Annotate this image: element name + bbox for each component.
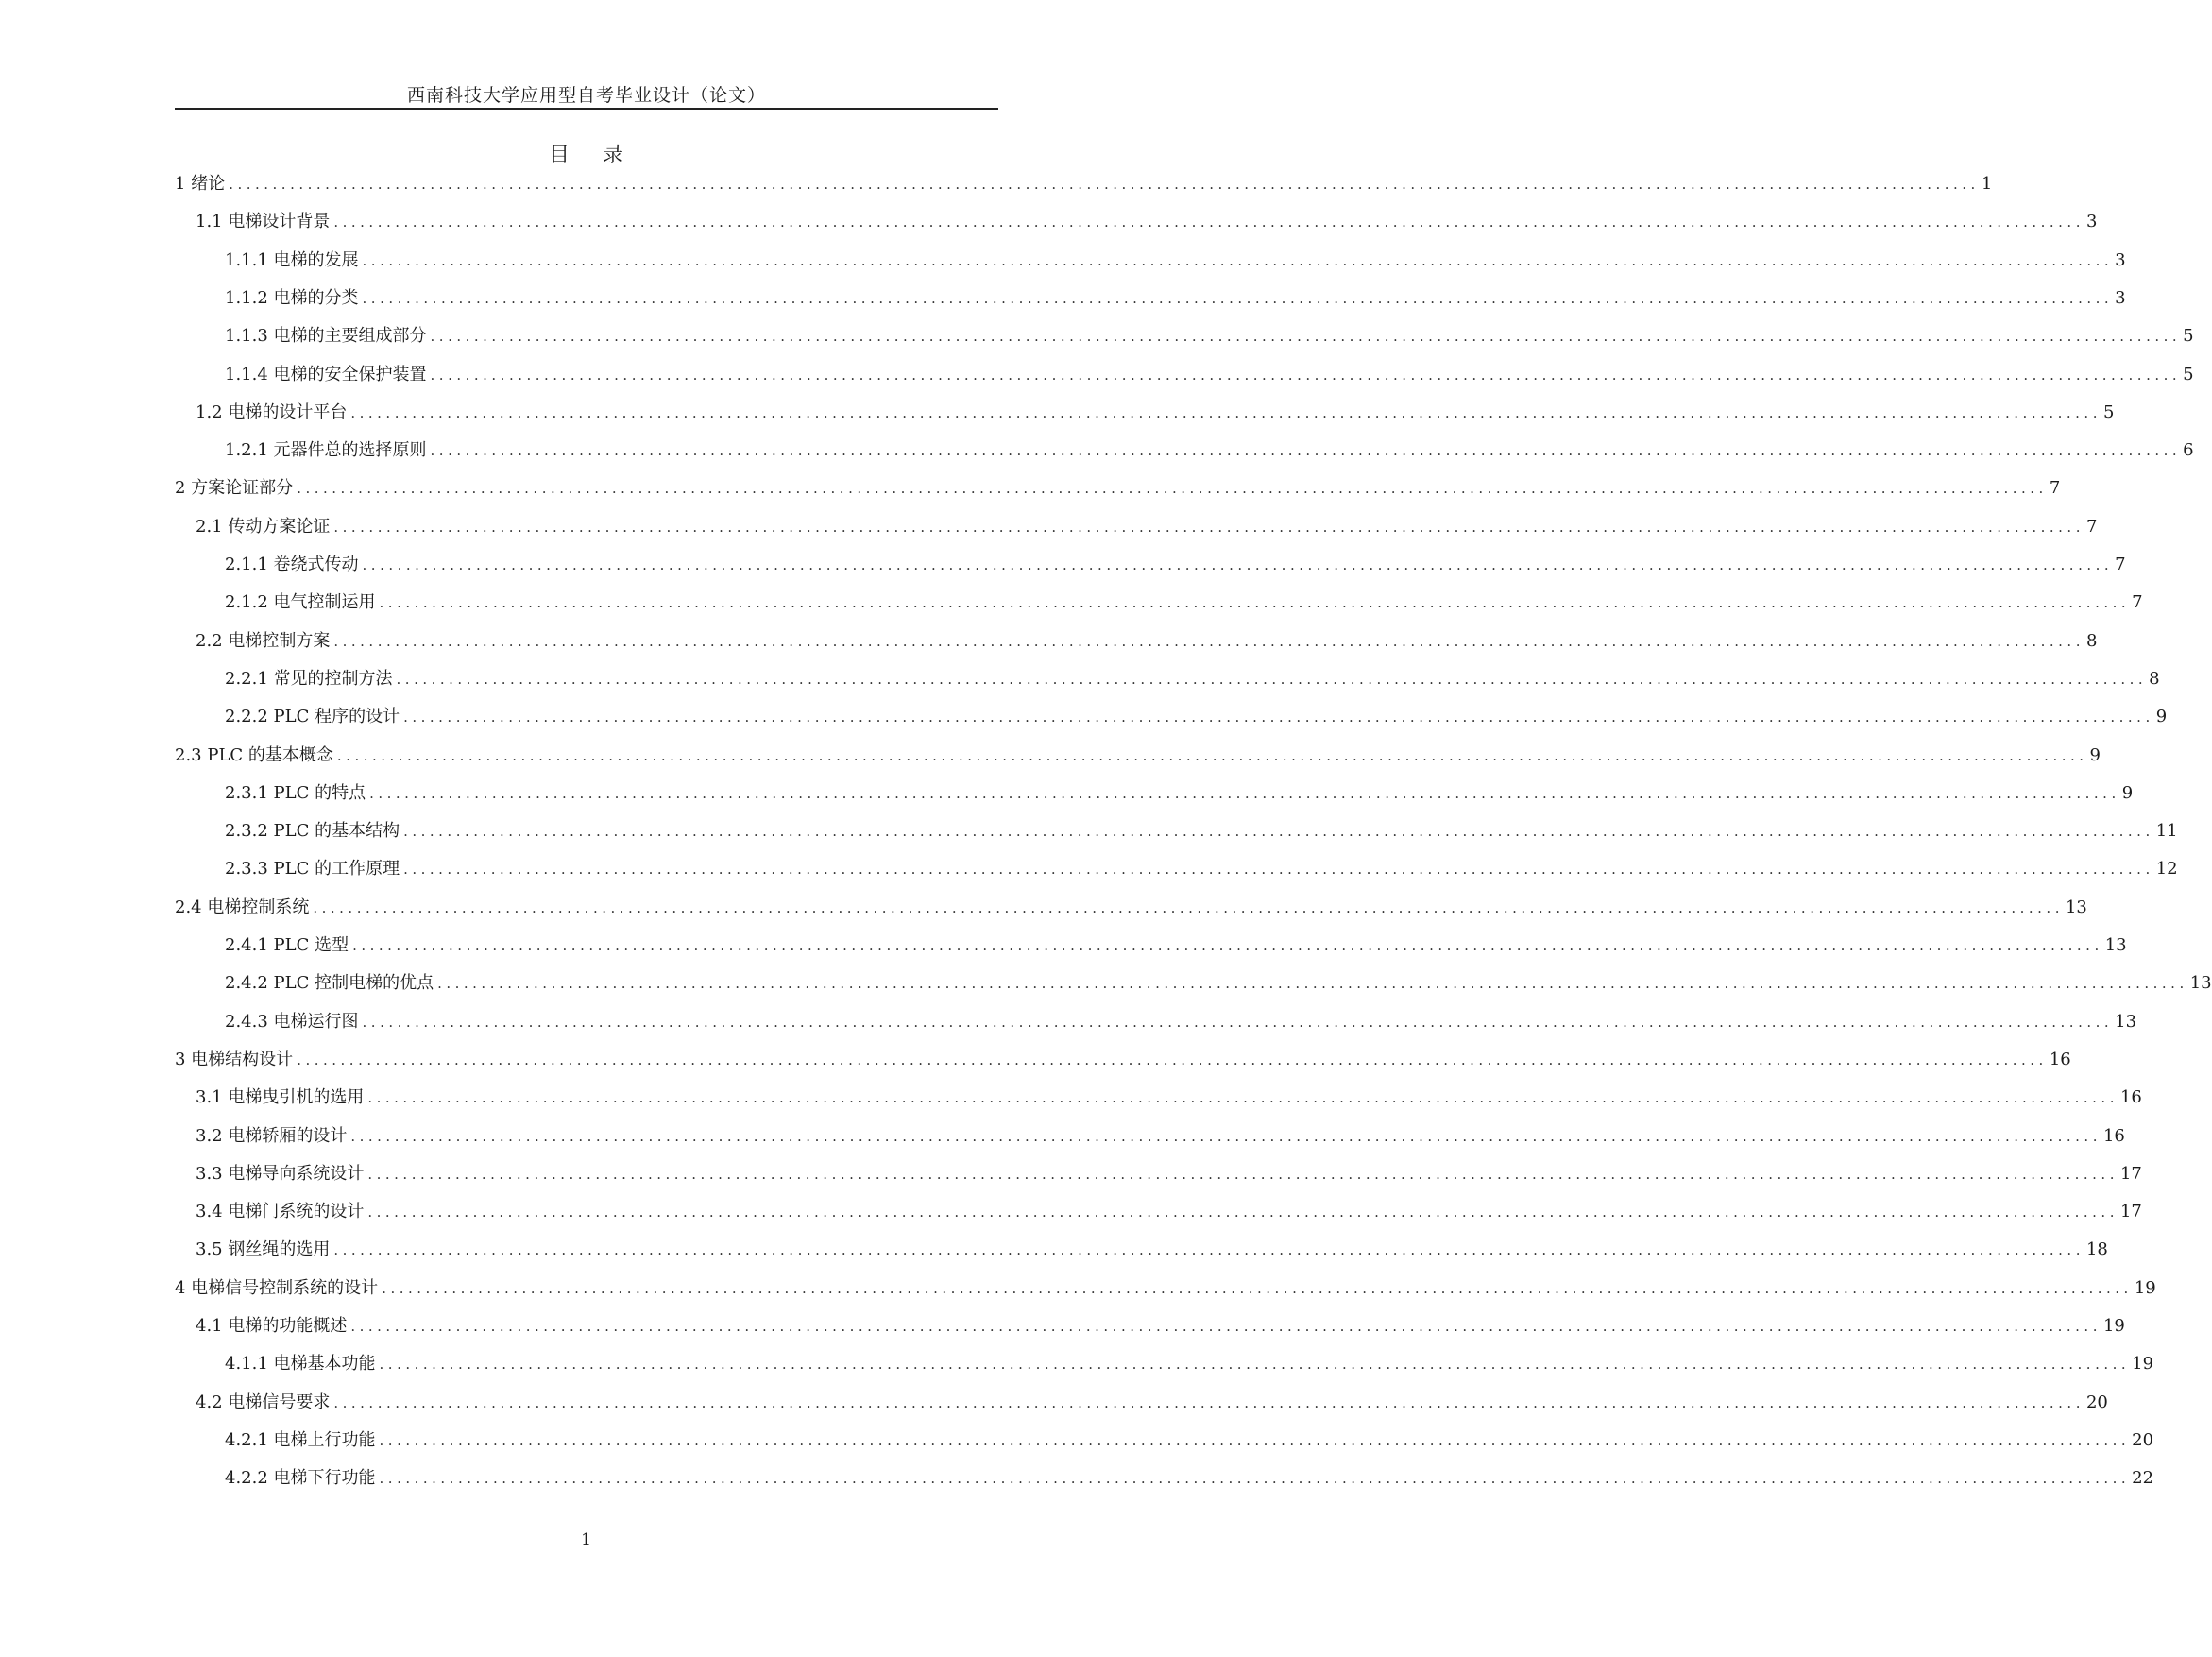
toc-entry-page: 1 bbox=[1981, 174, 1993, 194]
toc-entry[interactable] bbox=[175, 890, 2087, 920]
toc-entry-label: 2.2.1 常见的控制方法 bbox=[225, 669, 393, 689]
dot-leader: ........................................................................................................................................................................................................ bbox=[350, 1128, 2101, 1145]
toc-entry[interactable] bbox=[225, 585, 2143, 615]
dot-leader: ........................................................................................................................................................................................................ bbox=[350, 1318, 2101, 1335]
dot-leader: ........................................................................................................................................................................................................ bbox=[229, 176, 1980, 193]
toc-entry[interactable] bbox=[225, 661, 2160, 692]
toc-entry-label: 3.4 电梯门系统的设计 bbox=[196, 1202, 365, 1221]
toc-entry-page: 7 bbox=[2132, 592, 2143, 612]
toc-entry-page: 19 bbox=[2102, 1316, 2125, 1336]
toc-title: 目 录 bbox=[549, 144, 637, 167]
toc-entry-label: 4.1 电梯的功能概述 bbox=[196, 1316, 348, 1336]
toc-entry[interactable] bbox=[196, 1232, 2108, 1262]
toc-entry[interactable] bbox=[196, 624, 2098, 654]
toc-entry-label: 3.3 电梯导向系统设计 bbox=[196, 1164, 365, 1184]
toc-entry-page: 16 bbox=[2119, 1087, 2142, 1107]
dot-leader: ........................................................................................................................................................................................................ bbox=[430, 367, 2182, 384]
toc-entry[interactable] bbox=[196, 1080, 2142, 1110]
dot-leader: ........................................................................................................................................................................................................ bbox=[333, 214, 2084, 231]
dot-leader: ........................................................................................................................................................................................................ bbox=[362, 290, 2114, 307]
toc-entry-label: 2.1 传动方案论证 bbox=[196, 517, 331, 537]
toc-entry[interactable] bbox=[196, 1156, 2142, 1187]
toc-entry[interactable] bbox=[225, 699, 2168, 729]
toc-entry-page: 16 bbox=[2049, 1050, 2071, 1069]
toc-entry-label: 3 电梯结构设计 bbox=[175, 1050, 294, 1069]
dot-leader: ........................................................................................................................................................................................................ bbox=[382, 1280, 2133, 1297]
dot-leader: ........................................................................................................................................................................................................ bbox=[333, 1394, 2084, 1411]
toc-entry-label: 2.4.1 PLC 选型 bbox=[225, 935, 349, 955]
toc-entry[interactable] bbox=[196, 1308, 2125, 1339]
toc-entry[interactable] bbox=[196, 509, 2098, 539]
dot-leader: ........................................................................................................................................................................................................ bbox=[367, 1204, 2118, 1221]
toc-entry[interactable] bbox=[225, 1004, 2137, 1034]
toc-entry-label: 2.4.3 电梯运行图 bbox=[225, 1012, 359, 1032]
toc-entry[interactable] bbox=[225, 547, 2126, 577]
dot-leader: ........................................................................................................................................................................................................ bbox=[379, 1470, 2131, 1487]
dot-leader: ........................................................................................................................................................................................................ bbox=[403, 823, 2154, 840]
toc-entry-label: 1.2.1 元器件总的选择原则 bbox=[225, 440, 427, 460]
toc-entry-page: 5 bbox=[2183, 365, 2194, 384]
toc-entry-label: 1.1.4 电梯的安全保护装置 bbox=[225, 365, 427, 384]
dot-leader: ........................................................................................................................................................................................................ bbox=[297, 1051, 2048, 1068]
toc-entry-page: 3 bbox=[2115, 250, 2126, 270]
toc-entry[interactable] bbox=[225, 1423, 2154, 1453]
dot-leader: ........................................................................................................................................................................................................ bbox=[379, 1356, 2131, 1373]
toc-entry[interactable] bbox=[225, 928, 2127, 958]
dot-leader: ........................................................................................................................................................................................................ bbox=[430, 328, 2182, 345]
toc-entry[interactable] bbox=[225, 318, 2194, 349]
toc-entry[interactable] bbox=[225, 965, 2212, 996]
toc-entry-page: 11 bbox=[2155, 821, 2178, 841]
toc-entry[interactable] bbox=[225, 1461, 2154, 1491]
toc-entry[interactable] bbox=[225, 813, 2178, 844]
toc-entry-page: 17 bbox=[2119, 1164, 2142, 1184]
dot-leader: ........................................................................................................................................................................................................ bbox=[362, 1014, 2114, 1031]
dot-leader: ........................................................................................................................................................................................................ bbox=[333, 633, 2084, 650]
toc-entry-label: 2.3.3 PLC 的工作原理 bbox=[225, 859, 400, 879]
toc-entry-label: 1 绪论 bbox=[175, 174, 226, 194]
dot-leader: ........................................................................................................................................................................................................ bbox=[430, 442, 2182, 459]
toc-entry-label: 2.1.1 卷绕式传动 bbox=[225, 555, 359, 574]
toc-entry[interactable] bbox=[196, 1194, 2142, 1224]
toc-entry[interactable] bbox=[225, 433, 2194, 463]
toc-entry-page: 18 bbox=[2085, 1239, 2108, 1259]
dot-leader: ........................................................................................................................................................................................................ bbox=[403, 709, 2154, 726]
toc-entry[interactable] bbox=[225, 1346, 2154, 1376]
toc-entry-label: 1.1.2 电梯的分类 bbox=[225, 288, 359, 308]
dot-leader: ........................................................................................................................................................................................................ bbox=[369, 785, 2120, 802]
dot-leader: ........................................................................................................................................................................................................ bbox=[336, 747, 2088, 764]
toc-entry-label: 4.1.1 电梯基本功能 bbox=[225, 1354, 376, 1374]
dot-leader: ........................................................................................................................................................................................................ bbox=[350, 404, 2101, 421]
toc-entry-label: 4.2.1 电梯上行功能 bbox=[225, 1430, 376, 1450]
toc-entry-label: 4.2 电梯信号要求 bbox=[196, 1392, 331, 1412]
toc-entry[interactable] bbox=[225, 281, 2126, 311]
dot-leader: ........................................................................................................................................................................................................ bbox=[362, 252, 2114, 269]
dot-leader: ........................................................................................................................................................................................................ bbox=[396, 671, 2148, 688]
toc-entry[interactable] bbox=[225, 357, 2194, 387]
dot-leader: ........................................................................................................................................................................................................ bbox=[297, 480, 2048, 497]
toc-entry-page: 9 bbox=[2155, 707, 2168, 726]
toc-entry-page: 6 bbox=[2183, 440, 2194, 460]
toc-entry[interactable] bbox=[196, 204, 2098, 234]
toc-entry-page: 22 bbox=[2132, 1468, 2154, 1488]
toc-entry[interactable] bbox=[225, 243, 2126, 273]
dot-leader: ........................................................................................................................................................................................................ bbox=[362, 556, 2114, 573]
toc-entry-label: 2.2 电梯控制方案 bbox=[196, 631, 331, 651]
dot-leader: ........................................................................................................................................................................................................ bbox=[333, 519, 2084, 536]
toc-entry-label: 2.2.2 PLC 程序的设计 bbox=[225, 707, 400, 726]
toc-entry-label: 1.2 电梯的设计平台 bbox=[196, 402, 348, 422]
toc-entry-page: 12 bbox=[2155, 859, 2178, 879]
dot-leader: ........................................................................................................................................................................................................ bbox=[367, 1166, 2118, 1183]
toc-entry-label: 2.3.2 PLC 的基本结构 bbox=[225, 821, 400, 841]
toc-entry[interactable] bbox=[196, 1119, 2125, 1149]
toc-entry[interactable] bbox=[175, 1042, 2071, 1072]
dot-leader: ........................................................................................................................................................................................................ bbox=[333, 1241, 2084, 1258]
toc-entry-label: 1.1.3 电梯的主要组成部分 bbox=[225, 326, 427, 346]
toc-entry-label: 3.1 电梯曳引机的选用 bbox=[196, 1087, 365, 1107]
toc-entry-page: 3 bbox=[2085, 212, 2098, 231]
toc-entry-label: 1.1.1 电梯的发展 bbox=[225, 250, 359, 270]
toc-entry-label: 3.2 电梯轿厢的设计 bbox=[196, 1126, 348, 1146]
toc-entry-label: 3.5 钢丝绳的选用 bbox=[196, 1239, 331, 1259]
dot-leader: ........................................................................................................................................................................................................ bbox=[379, 594, 2131, 611]
dot-leader: ........................................................................................................................................................................................................ bbox=[352, 937, 2103, 954]
toc-entry-page: 19 bbox=[2134, 1278, 2156, 1298]
toc-entry[interactable] bbox=[225, 776, 2134, 806]
toc-entry-page: 9 bbox=[2089, 745, 2101, 765]
toc-entry[interactable] bbox=[196, 1385, 2108, 1415]
toc-entry-page: 7 bbox=[2085, 517, 2098, 537]
toc-entry-page: 13 bbox=[2115, 1012, 2137, 1032]
toc-entry[interactable] bbox=[225, 851, 2178, 881]
toc-entry-page: 7 bbox=[2049, 478, 2061, 498]
toc-entry-page: 5 bbox=[2183, 326, 2194, 346]
toc-entry[interactable] bbox=[175, 470, 2061, 501]
running-header: 西南科技大学应用型自考毕业设计（论文） bbox=[406, 85, 766, 106]
dot-leader: ........................................................................................................................................................................................................ bbox=[403, 861, 2154, 878]
toc-entry-page: 8 bbox=[2085, 631, 2098, 651]
toc-entry-page: 8 bbox=[2149, 669, 2160, 689]
toc-entry[interactable] bbox=[175, 166, 1993, 196]
dot-leader: ........................................................................................................................................................................................................ bbox=[313, 899, 2064, 916]
dot-leader: ........................................................................................................................................................................................................ bbox=[437, 975, 2188, 992]
toc-entry-label: 2.3.1 PLC 的特点 bbox=[225, 783, 366, 803]
toc-entry-page: 16 bbox=[2102, 1126, 2125, 1146]
toc-entry[interactable] bbox=[175, 738, 2101, 768]
page-number: 1 bbox=[581, 1530, 591, 1549]
toc-entry[interactable] bbox=[175, 1271, 2156, 1301]
toc-entry-page: 9 bbox=[2121, 783, 2134, 803]
toc-entry-page: 13 bbox=[2065, 897, 2087, 917]
toc-entry-label: 4 电梯信号控制系统的设计 bbox=[175, 1278, 379, 1298]
toc-entry-page: 13 bbox=[2189, 973, 2212, 993]
toc-entry-page: 13 bbox=[2104, 935, 2127, 955]
dot-leader: ........................................................................................................................................................................................................ bbox=[367, 1089, 2118, 1106]
toc-entry[interactable] bbox=[196, 395, 2115, 425]
toc-entry-page: 7 bbox=[2115, 555, 2126, 574]
toc-entry-page: 3 bbox=[2115, 288, 2126, 308]
toc-entry-label: 4.2.2 电梯下行功能 bbox=[225, 1468, 376, 1488]
toc-entry-page: 20 bbox=[2132, 1430, 2154, 1450]
toc-entry-label: 2.3 PLC 的基本概念 bbox=[175, 745, 333, 765]
toc-entry-label: 2.1.2 电气控制运用 bbox=[225, 592, 376, 612]
toc-entry-page: 5 bbox=[2102, 402, 2115, 422]
toc-entry-label: 2.4 电梯控制系统 bbox=[175, 897, 310, 917]
toc-entry-page: 20 bbox=[2085, 1392, 2108, 1412]
toc-entry-label: 2 方案论证部分 bbox=[175, 478, 294, 498]
toc-entry-page: 19 bbox=[2132, 1354, 2154, 1374]
toc-entry-label: 1.1 电梯设计背景 bbox=[196, 212, 331, 231]
toc-entry-label: 2.4.2 PLC 控制电梯的优点 bbox=[225, 973, 434, 993]
toc-entry-page: 17 bbox=[2119, 1202, 2142, 1221]
dot-leader: ........................................................................................................................................................................................................ bbox=[379, 1432, 2131, 1449]
